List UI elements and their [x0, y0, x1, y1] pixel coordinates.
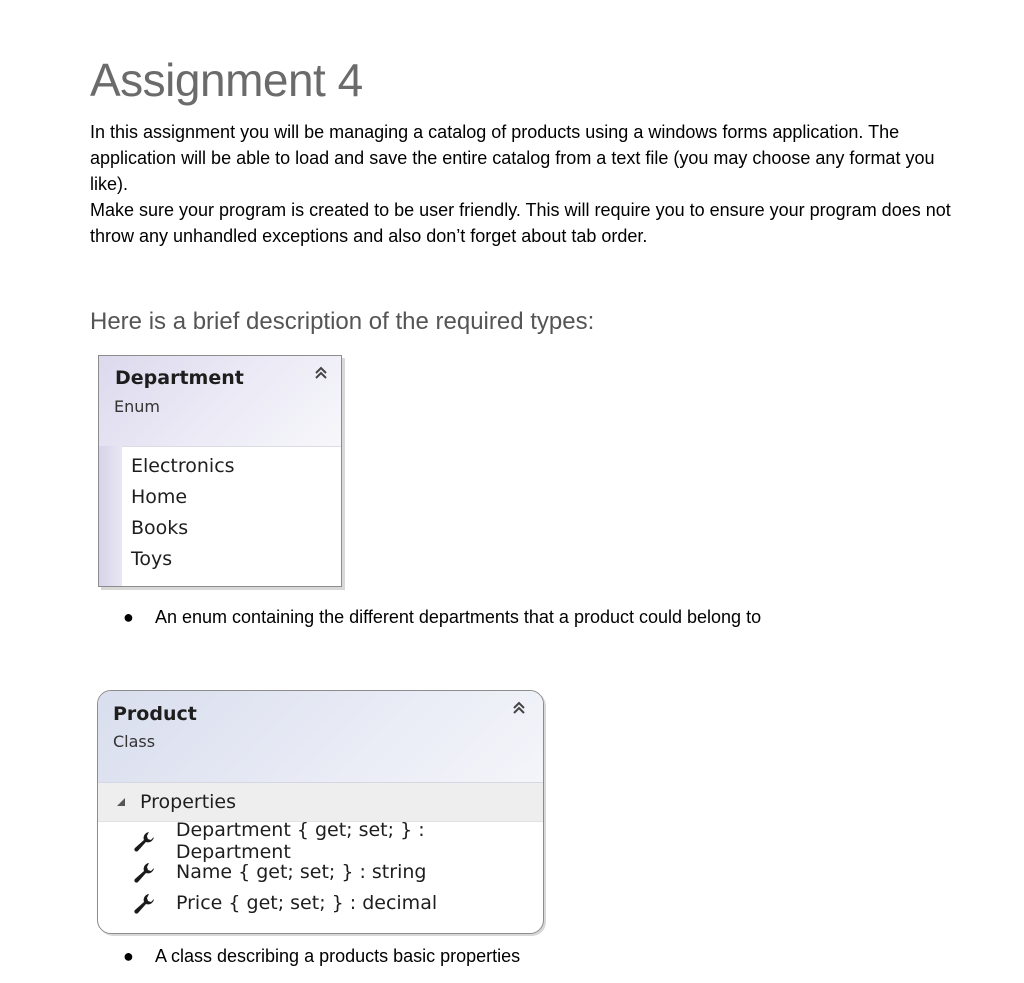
- intro-paragraph: Make sure your program is created to be user friendly. This will require you to ensure your program does not throw any unhandled exceptions and also don’t forget about tab order.: [90, 200, 951, 246]
- property-item: [132, 887, 543, 918]
- property-list: [132, 818, 543, 918]
- class-kind: Class: [113, 732, 156, 751]
- wrench-icon: [132, 830, 158, 852]
- double-chevron-up-icon[interactable]: [512, 701, 526, 717]
- class-diagram: [97, 690, 544, 934]
- wrench-icon: [132, 892, 158, 914]
- section-label: Properties: [140, 791, 237, 813]
- bullet-text: An enum containing the different departments that a product could belong to: [155, 607, 762, 627]
- enum-value-list: [131, 451, 235, 575]
- enum-kind: Enum: [114, 397, 160, 416]
- intro-paragraph: In this assignment you will be managing a catalog of products using a windows forms application. The application will be able to load and save the entire catalog from a text file (you may choose any format you like).: [90, 122, 935, 194]
- page-title: Assignment 4: [90, 54, 363, 106]
- enum-value: Electronics: [131, 455, 235, 477]
- enum-value: Books: [131, 517, 189, 539]
- enum-value: Home: [131, 486, 188, 508]
- class-name: Product: [113, 703, 197, 725]
- property-item: [132, 818, 543, 863]
- enum-name: Department: [115, 367, 244, 389]
- intro-text: [90, 119, 970, 249]
- enum-value: Toys: [131, 548, 173, 570]
- section-heading: Here is a brief description of the required types:: [90, 308, 595, 335]
- property-text: Department { get; set; } : Department: [175, 818, 425, 863]
- enum-side-stripe: [99, 446, 122, 586]
- property-text: Price { get; set; } : decimal: [176, 891, 438, 914]
- property-text: Name { get; set; } : string: [176, 860, 427, 883]
- bullet-text: A class describing a products basic properties: [155, 946, 521, 966]
- bullet-dot: ●: [123, 607, 134, 627]
- expanded-triangle-icon: [116, 797, 126, 807]
- enum-diagram: [98, 355, 342, 587]
- wrench-icon: [132, 861, 158, 883]
- double-chevron-up-icon[interactable]: [314, 366, 328, 382]
- bullet-item: [123, 605, 761, 629]
- bullet-dot: ●: [123, 946, 134, 966]
- properties-section-toggle[interactable]: [98, 783, 543, 822]
- bullet-item: [123, 944, 520, 968]
